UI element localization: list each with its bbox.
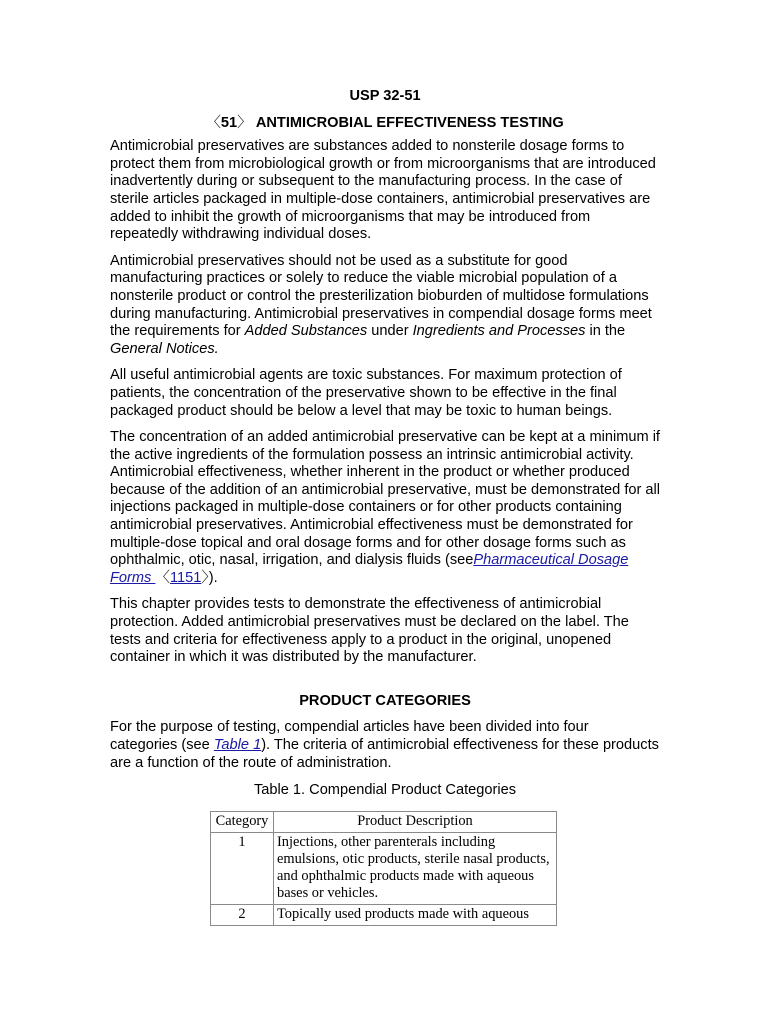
paragraph-2-text-a: Antimicrobial preservatives should not be used as a substitute for good manufacturing practices or solely to reduce the viable microbial population of a nonsterile product or control the presterilization bioburden of multidose formulations during manufacturing. Antimicrobial preservatives in compendial dosage forms meet the requirements for (110, 252, 652, 340)
column-header-category: Category (211, 811, 274, 832)
description-cell: Topically used products made with aqueous (274, 904, 557, 925)
table-row (211, 904, 557, 925)
description-cell: Injections, other parenterals including emulsions, otic products, sterile nasal products, and ophthalmic products made with aqueous bases or vehicles. (274, 832, 557, 904)
table-caption: Table 1. Compendial Product Categories (253, 782, 517, 799)
paragraph-2-text-b: under (367, 323, 413, 340)
product-categories-table (210, 811, 557, 926)
paragraph-4-bracket-close: 〉 (201, 569, 209, 586)
paragraph-4-text-a: The concentration of an added antimicrobial preservative can be kept at a minimum if the active ingredients of the formulation possess an intrinsic antimicrobial activity. Antimicrobial effectiveness, whether inherent in the product or whether produced because of the addition of an antimicrobial preservative, must be demonstrated for all injections packaged in multiple-dose containers or for other products containing antimicrobial preservatives. Antimicrobial effectiveness must be demonstrated for multiple-dose topical and oral dosage forms and for other dosage forms such as ophthalmic, otic, nasal, irrigation, and dialysis fluids (see (110, 429, 661, 569)
chapter-bracket-close: 〉 (237, 114, 252, 131)
chapter-1151-link[interactable]: 1151 (170, 569, 202, 586)
chapter-title-text: ANTIMICROBIAL EFFECTIVENESS TESTING (255, 114, 564, 131)
paragraph-3: All useful antimicrobial agents are toxic substances. For maximum protection of patients, the concentration of the preservative shown to be effective in the final packaged product should be below a level that may be toxic to human beings. (110, 367, 622, 419)
product-categories-intro (110, 719, 660, 772)
table-1-link-text: Table 1 (213, 737, 262, 753)
product-categories-intro-b: ). The criteria of antimicrobial effectiveness for these products are a function of the route of administration. (110, 737, 659, 771)
chapter-title (110, 115, 660, 133)
document-id: USP 32-51 (349, 88, 421, 104)
general-notices-ref: General Notices. (110, 340, 219, 357)
paragraph-4-bracket-open: 〈 (155, 569, 171, 586)
paragraph-2-text-c: in the (585, 323, 626, 340)
category-cell: 2 (211, 904, 274, 925)
paragraph-2 (110, 253, 660, 359)
chapter-number: 51 (220, 114, 238, 131)
paragraph-1: Antimicrobial preservatives are substances added to nonsterile dosage forms to protect them from microbiological growth or from microorganisms that are introduced inadvertently during or subsequent to the manufacturing process. In the case of sterile articles packaged in multiple-dose containers, antimicrobial preservatives are added to inhibit the growth of microorganisms that may be introduced from repeatedly withdrawing individual doses. (110, 138, 656, 243)
ingredients-processes-ref: Ingredients and Processes (412, 323, 586, 340)
product-categories-heading: PRODUCT CATEGORIES (299, 692, 471, 709)
pharmaceutical-dosage-forms-link-text: Pharmaceutical Dosage Forms (110, 552, 629, 586)
chapter-bracket-open: 〈 (206, 114, 221, 131)
paragraph-4 (110, 429, 660, 587)
table-header-row (211, 811, 557, 832)
paragraph-4-text-b: ). (208, 569, 218, 586)
table-1-link[interactable] (214, 737, 261, 753)
product-categories-intro-a: For the purpose of testing, compendial articles have been divided into four categories (see (110, 719, 589, 753)
paragraph-5: This chapter provides tests to demonstrate the effectiveness of antimicrobial protection. Added antimicrobial preservatives must be declared on the label. The tests and criteria for effectiveness apply to a product in the original, unopened container in which it was distributed by the manufacturer. (110, 596, 629, 666)
table-row (211, 832, 557, 904)
column-header-description: Product Description (274, 811, 557, 832)
document-page (110, 88, 660, 926)
category-cell: 1 (211, 832, 274, 904)
added-substances-ref: Added Substances (244, 323, 368, 340)
